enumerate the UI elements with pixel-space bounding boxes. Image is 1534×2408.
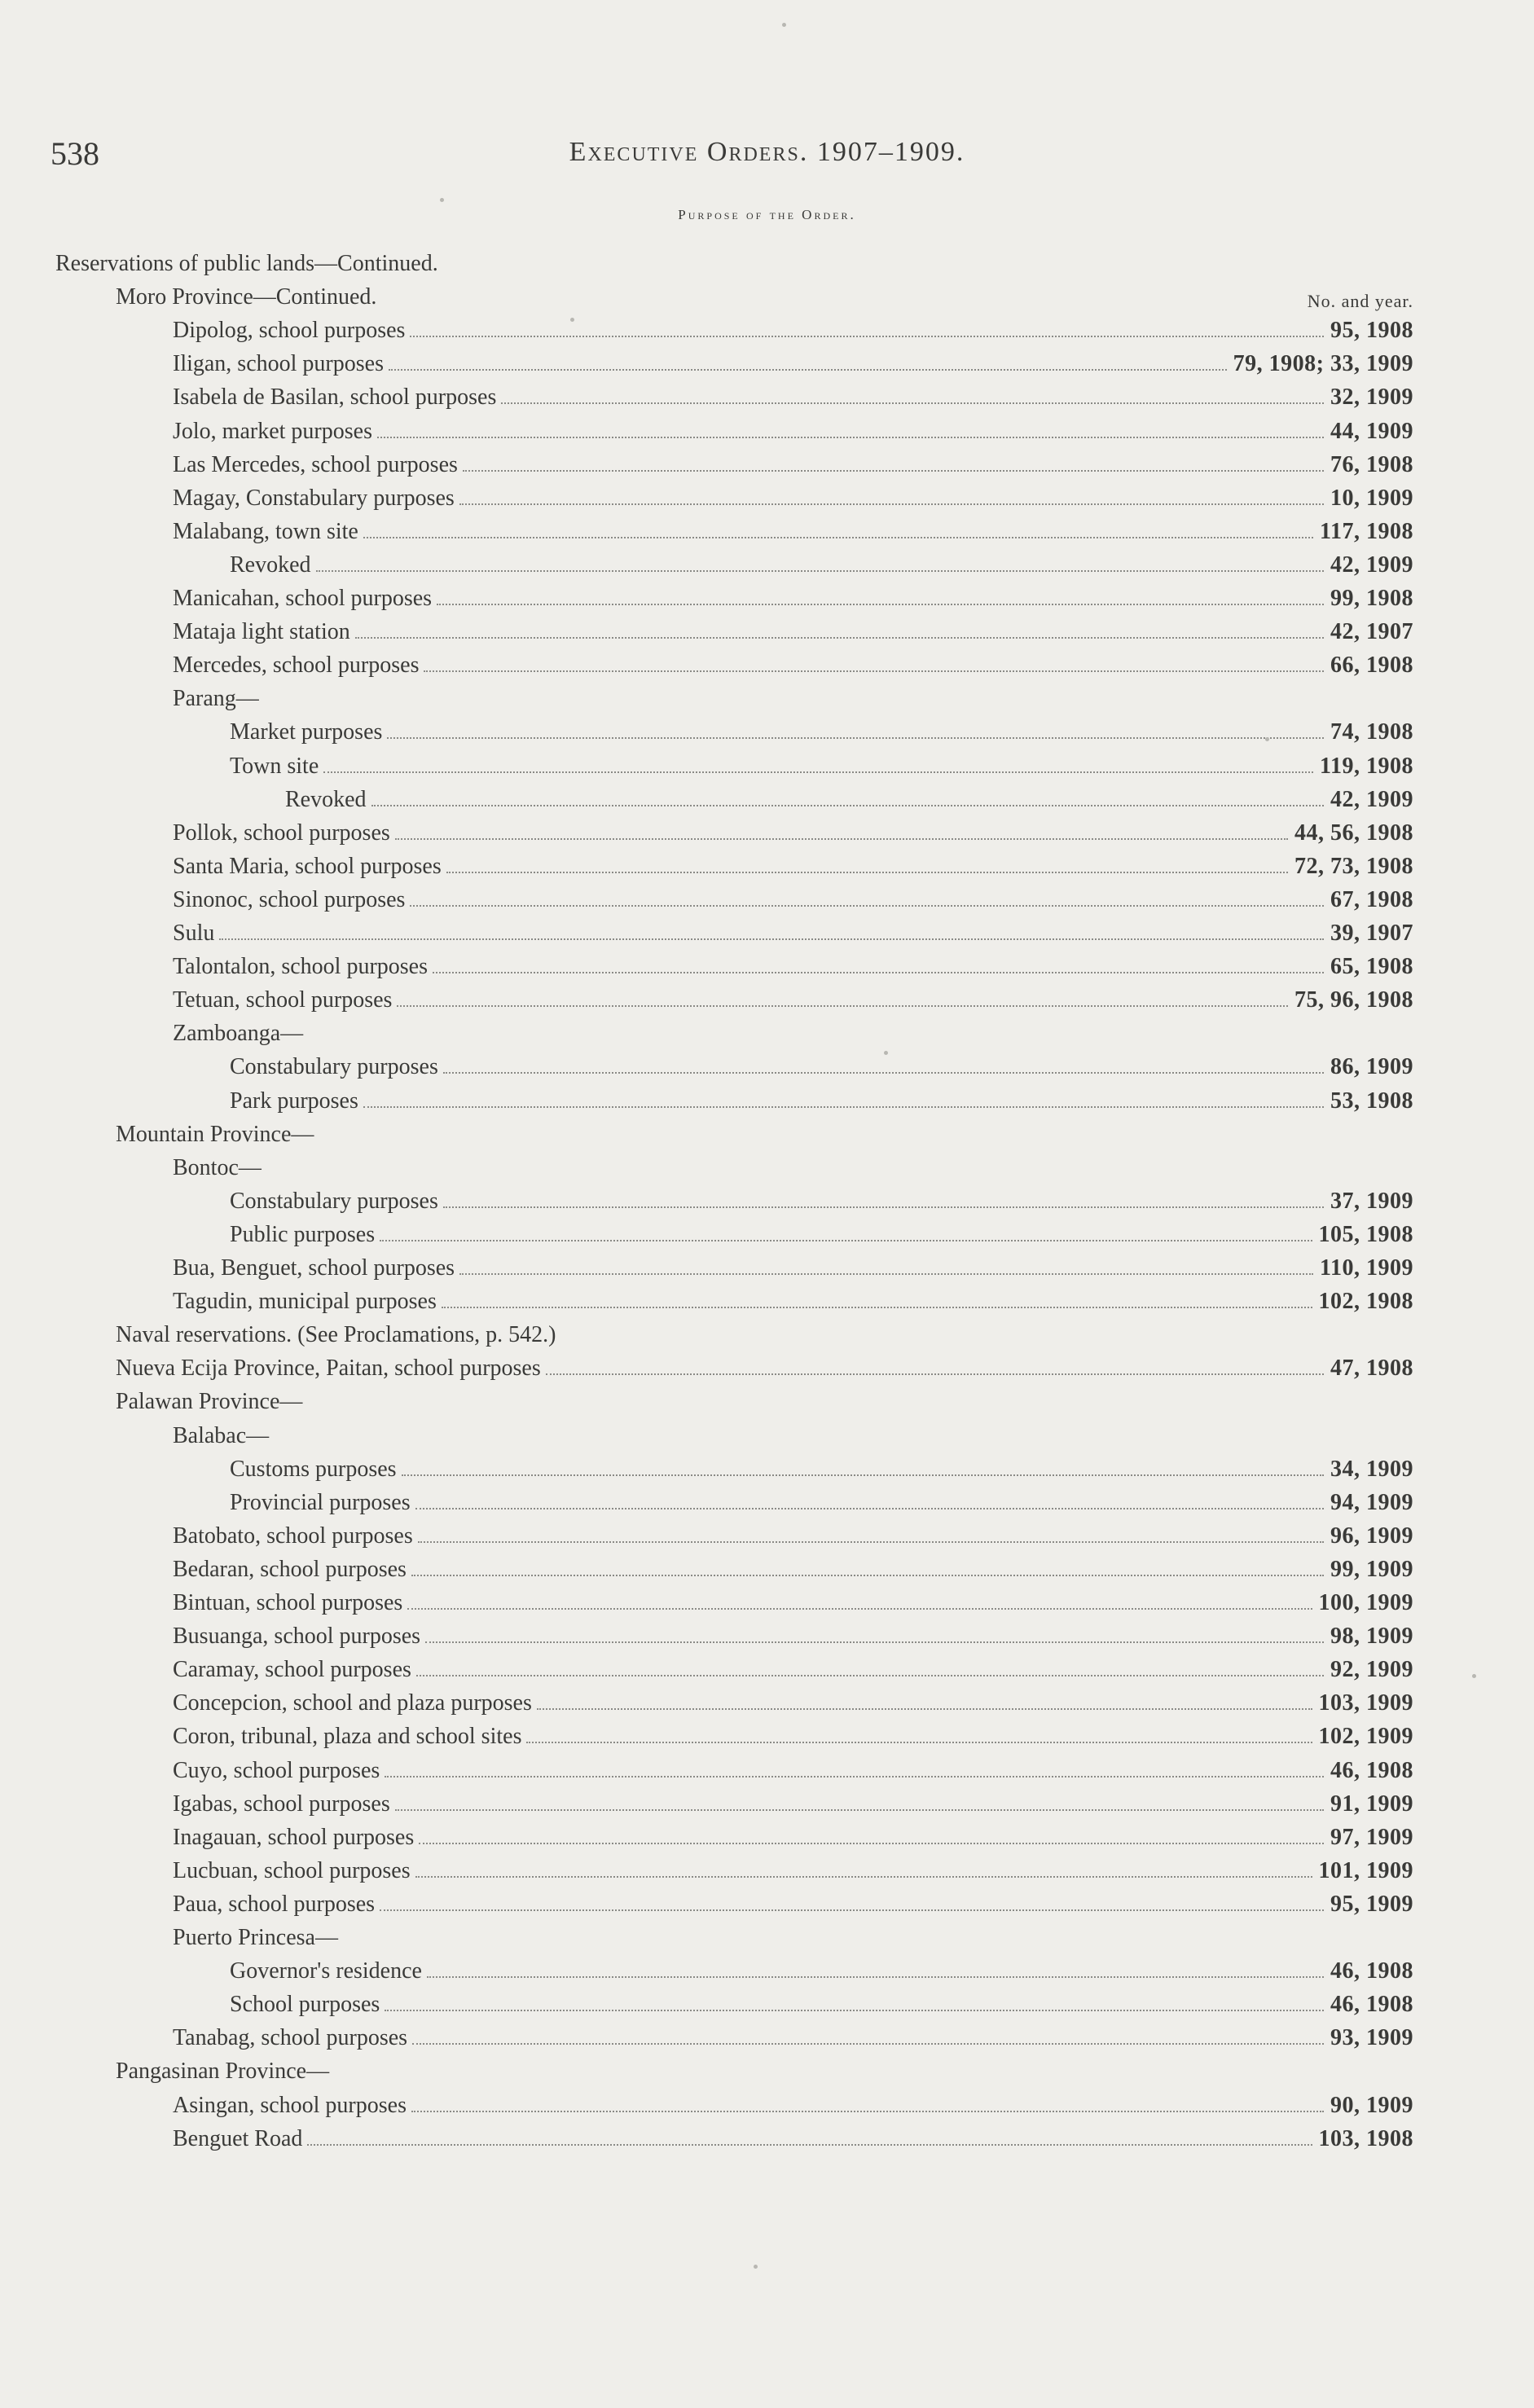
order-number-year: 90, 1909	[1330, 2092, 1413, 2118]
entry-label: Inagauan, school purposes	[173, 1824, 415, 1850]
dot-leader	[459, 503, 1324, 505]
dot-leader	[397, 1005, 1288, 1007]
entry-row	[230, 1992, 1413, 2025]
entry-label: Naval reservations. (See Proclamations, p. 542.)	[116, 1322, 556, 1348]
order-number-year: 67, 1908	[1330, 886, 1413, 912]
entry-label: Busuanga, school purposes	[173, 1624, 421, 1650]
entry-row	[173, 1021, 1413, 1054]
entry-row	[173, 1590, 1413, 1624]
order-number-year: 99, 1908	[1330, 586, 1413, 611]
order-number-year: 95, 1909	[1330, 1891, 1413, 1917]
dot-leader	[316, 570, 1324, 572]
dot-leader	[371, 805, 1324, 806]
dot-leader	[537, 1708, 1312, 1710]
dot-leader	[385, 2010, 1324, 2011]
entry-label: Customs purposes	[230, 1456, 397, 1482]
order-number-year: 98, 1909	[1330, 1624, 1413, 1650]
entry-label: Tanabag, school purposes	[173, 2025, 408, 2051]
entry-row	[173, 1624, 1413, 1657]
entry-label: Iligan, school purposes	[173, 351, 384, 377]
entry-label: Santa Maria, school purposes	[173, 853, 442, 879]
entry-row	[173, 653, 1413, 686]
entry-label: Caramay, school purposes	[173, 1657, 411, 1683]
entry-row	[173, 1557, 1413, 1590]
entry-row	[173, 1255, 1413, 1289]
entry-row	[230, 1054, 1413, 1088]
dot-leader	[323, 771, 1313, 773]
entry-label: Sulu	[173, 921, 215, 946]
entry-label: Mountain Province—	[116, 1121, 314, 1147]
order-number-year: 42, 1907	[1330, 619, 1413, 645]
entry-row	[173, 519, 1413, 552]
running-title: Executive Orders. 1907–1909.	[569, 137, 965, 167]
dot-leader	[443, 1072, 1324, 1074]
entry-label: Talontalon, school purposes	[173, 954, 428, 980]
dot-leader	[363, 537, 1313, 538]
entry-label: Provincial purposes	[230, 1489, 411, 1515]
entry-row	[173, 1657, 1413, 1690]
dot-leader	[307, 2144, 1312, 2146]
dot-leader	[395, 838, 1288, 840]
entry-label: Market purposes	[230, 719, 383, 745]
entry-row	[173, 1724, 1413, 1757]
dot-leader	[363, 1106, 1324, 1108]
order-number-year: 42, 1909	[1330, 786, 1413, 812]
dot-leader	[501, 402, 1324, 404]
dot-leader	[425, 1641, 1324, 1643]
entry-row	[230, 1490, 1413, 1523]
entry-label: Sinonoc, school purposes	[173, 886, 406, 912]
entry-row	[173, 2126, 1413, 2160]
entry-row	[230, 552, 1413, 586]
entry-row	[230, 1088, 1413, 1122]
dot-leader	[546, 1373, 1324, 1375]
order-number-year: 46, 1908	[1330, 1992, 1413, 2018]
entry-row	[230, 1958, 1413, 1992]
entry-label: Lucbuan, school purposes	[173, 1857, 411, 1883]
entry-row	[173, 486, 1413, 519]
entry-label: Cuyo, school purposes	[173, 1757, 380, 1783]
order-number-year: 95, 1908	[1330, 318, 1413, 344]
entry-row	[173, 1690, 1413, 1724]
entry-row	[116, 2059, 1413, 2092]
entry-label: Pollok, school purposes	[173, 820, 390, 846]
entry-row	[173, 954, 1413, 987]
entry-label: Benguet Road	[173, 2125, 303, 2151]
entry-row	[230, 754, 1413, 787]
dot-leader	[411, 2111, 1324, 2112]
entry-label: Pangasinan Province—	[116, 2059, 330, 2085]
order-number-year: 37, 1909	[1330, 1188, 1413, 1214]
entry-row	[173, 419, 1413, 452]
entry-label: Parang—	[173, 686, 259, 712]
order-number-year: 97, 1909	[1330, 1824, 1413, 1850]
entry-label: Moro Province—Continued.	[116, 284, 377, 310]
dot-leader	[412, 2043, 1324, 2045]
entry-row	[230, 719, 1413, 753]
entry-label: Concepcion, school and plaza purposes	[173, 1690, 532, 1716]
order-number-year: 93, 1909	[1330, 2025, 1413, 2051]
entry-label: Constabulary purposes	[230, 1188, 438, 1214]
dot-leader	[410, 905, 1324, 907]
entry-label: Isabela de Basilan, school purposes	[173, 384, 497, 411]
entry-label: Revoked	[285, 786, 367, 812]
dot-leader	[402, 1474, 1324, 1476]
order-number-year: 75, 96, 1908	[1294, 987, 1413, 1013]
dot-leader	[380, 1240, 1312, 1241]
entry-row	[173, 1925, 1413, 1958]
order-number-year: 105, 1908	[1318, 1221, 1413, 1247]
order-number-year: 92, 1909	[1330, 1657, 1413, 1683]
entry-row	[173, 854, 1413, 887]
order-number-year: 39, 1907	[1330, 921, 1413, 946]
entry-label: Malabang, town site	[173, 518, 358, 544]
entry-row	[173, 384, 1413, 418]
dot-leader	[446, 872, 1288, 873]
entry-label: Bontoc—	[173, 1154, 262, 1180]
entry-label: Las Mercedes, school purposes	[173, 451, 458, 477]
order-number-year: 102, 1908	[1318, 1289, 1413, 1315]
order-number-year: 76, 1908	[1330, 451, 1413, 477]
entry-label: Tagudin, municipal purposes	[173, 1289, 437, 1315]
order-number-year: 10, 1909	[1330, 485, 1413, 511]
dot-leader	[419, 1843, 1324, 1844]
entry-row	[173, 1423, 1413, 1457]
entry-label: Tetuan, school purposes	[173, 987, 393, 1013]
entry-row	[173, 351, 1413, 384]
entry-label: Bedaran, school purposes	[173, 1556, 407, 1582]
entry-label: Nueva Ecija Province, Paitan, school purposes	[116, 1356, 541, 1382]
number-column-label: No. and year.	[1307, 291, 1413, 311]
entry-row	[173, 1523, 1413, 1557]
entry-label: Mataja light station	[173, 619, 350, 645]
entry-row	[173, 1892, 1413, 1925]
entry-row	[173, 987, 1413, 1021]
order-number-year: 99, 1909	[1330, 1556, 1413, 1582]
entry-row	[116, 1389, 1413, 1422]
entry-label: Igabas, school purposes	[173, 1791, 390, 1817]
entry-row	[173, 2093, 1413, 2126]
entry-row	[55, 251, 1413, 284]
dot-leader	[416, 1675, 1324, 1676]
entry-row	[173, 1791, 1413, 1825]
dot-leader	[526, 1742, 1312, 1743]
entry-row	[173, 586, 1413, 619]
entry-label: Park purposes	[230, 1088, 358, 1114]
dot-leader	[433, 972, 1324, 973]
entry-row	[230, 1222, 1413, 1255]
entry-label: Dipolog, school purposes	[173, 318, 406, 344]
order-number-year: 66, 1908	[1330, 653, 1413, 679]
entry-row	[173, 2025, 1413, 2059]
order-number-year: 42, 1909	[1330, 551, 1413, 578]
order-number-year: 96, 1909	[1330, 1523, 1413, 1549]
dot-leader	[424, 670, 1324, 672]
order-number-year: 117, 1908	[1320, 518, 1413, 544]
order-number-year: 91, 1909	[1330, 1791, 1413, 1817]
dot-leader	[410, 336, 1324, 337]
order-number-year: 47, 1908	[1330, 1356, 1413, 1382]
entry-label: Jolo, market purposes	[173, 418, 372, 444]
entry-row	[173, 1155, 1413, 1189]
entry-row	[116, 1356, 1413, 1389]
entry-row	[173, 1289, 1413, 1322]
entry-row	[230, 1189, 1413, 1222]
entry-row	[116, 284, 1413, 318]
order-number-year: 46, 1908	[1330, 1958, 1413, 1984]
entry-label: Reservations of public lands—Continued.	[55, 251, 438, 276]
entry-label: Governor's residence	[230, 1958, 422, 1984]
order-number-year: 53, 1908	[1330, 1088, 1413, 1114]
dot-leader	[463, 470, 1324, 472]
order-number-year: 65, 1908	[1330, 954, 1413, 980]
dot-leader	[387, 737, 1324, 739]
entry-label: School purposes	[230, 1992, 380, 2018]
entry-label: Asingan, school purposes	[173, 2092, 407, 2118]
entry-row	[173, 887, 1413, 921]
dot-leader	[395, 1809, 1324, 1811]
entry-label: Constabulary purposes	[230, 1054, 438, 1080]
entry-label: Manicahan, school purposes	[173, 586, 433, 611]
dot-leader	[389, 369, 1227, 371]
entry-row	[173, 1758, 1413, 1791]
entry-label: Puerto Princesa—	[173, 1925, 338, 1950]
entry-row	[173, 452, 1413, 486]
dot-leader	[411, 1575, 1324, 1576]
order-number-year: 44, 56, 1908	[1294, 820, 1413, 846]
entry-row	[173, 820, 1413, 854]
order-number-year: 103, 1908	[1318, 2125, 1413, 2151]
entry-row	[173, 1825, 1413, 1858]
order-number-year: 32, 1909	[1330, 384, 1413, 411]
dot-leader	[415, 1876, 1312, 1878]
entry-row	[173, 1858, 1413, 1892]
entry-row	[285, 787, 1413, 820]
page-number: 538	[51, 135, 99, 172]
dot-leader	[442, 1307, 1312, 1308]
order-number-year: 79, 1908; 33, 1909	[1233, 351, 1413, 377]
entry-row	[230, 1457, 1413, 1490]
order-number-year: 101, 1909	[1318, 1857, 1413, 1883]
entry-label: Public purposes	[230, 1221, 376, 1247]
order-number-year: 102, 1909	[1318, 1724, 1413, 1750]
dot-leader	[427, 1976, 1324, 1978]
dot-leader	[385, 1776, 1324, 1777]
order-number-year: 72, 73, 1908	[1294, 853, 1413, 879]
dot-leader	[415, 1508, 1324, 1509]
dot-leader	[437, 604, 1324, 605]
entry-label: Magay, Constabulary purposes	[173, 485, 455, 511]
dot-leader	[418, 1541, 1324, 1543]
entry-label: Mercedes, school purposes	[173, 653, 420, 679]
order-number-year: 34, 1909	[1330, 1456, 1413, 1482]
dot-leader	[377, 437, 1324, 438]
dot-leader	[459, 1273, 1313, 1275]
order-number-year: 103, 1909	[1318, 1690, 1413, 1716]
entry-label: Paua, school purposes	[173, 1891, 376, 1917]
order-number-year: 74, 1908	[1330, 719, 1413, 745]
entry-label: Batobato, school purposes	[173, 1523, 413, 1549]
dot-leader	[219, 938, 1324, 940]
order-number-year: 86, 1909	[1330, 1054, 1413, 1080]
dot-leader	[407, 1608, 1312, 1610]
entry-label: Town site	[230, 753, 319, 779]
order-number-year: 110, 1909	[1320, 1255, 1413, 1281]
entry-row	[116, 1122, 1413, 1155]
dot-leader	[355, 637, 1324, 639]
entry-row	[116, 1322, 1413, 1356]
order-number-year: 100, 1909	[1318, 1590, 1413, 1615]
entry-row	[173, 921, 1413, 954]
entry-row	[173, 318, 1413, 351]
column-heading: Purpose of the Order.	[678, 207, 856, 222]
order-number-year: 46, 1908	[1330, 1757, 1413, 1783]
order-number-year: 94, 1909	[1330, 1489, 1413, 1515]
entry-label: Coron, tribunal, plaza and school sites	[173, 1724, 522, 1750]
entry-label: Bintuan, school purposes	[173, 1590, 403, 1615]
order-number-year: 44, 1909	[1330, 418, 1413, 444]
entry-label: Balabac—	[173, 1422, 270, 1448]
order-number-year: 119, 1908	[1320, 753, 1413, 779]
entry-label: Palawan Province—	[116, 1389, 303, 1415]
entry-row	[173, 686, 1413, 719]
entry-label: Bua, Benguet, school purposes	[173, 1255, 455, 1281]
entry-label: Zamboanga—	[173, 1021, 304, 1047]
entry-label: Revoked	[230, 551, 311, 578]
dot-leader	[380, 1909, 1324, 1911]
dot-leader	[443, 1206, 1324, 1208]
entry-row	[173, 619, 1413, 653]
